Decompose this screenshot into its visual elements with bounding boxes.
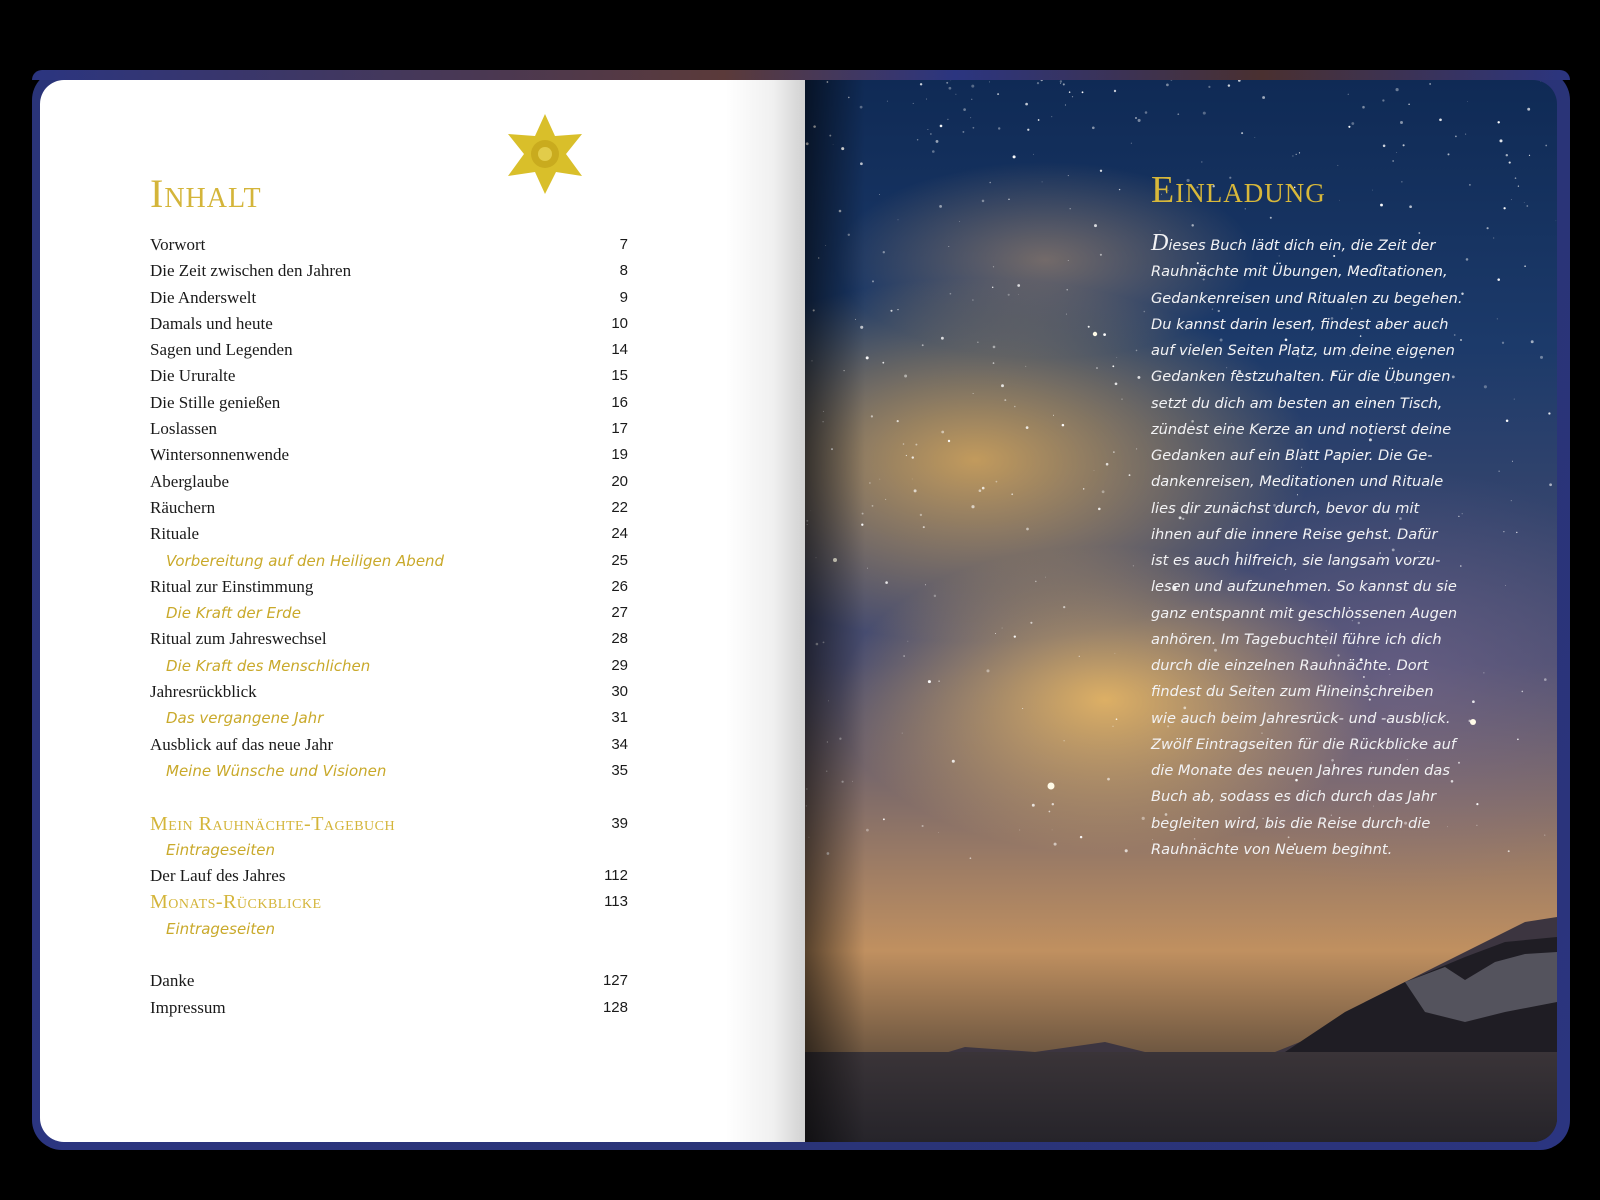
toc-page-number: 127 <box>602 972 628 990</box>
text-line-content: begleiten wird, bis die Reise durch die <box>1151 814 1431 832</box>
toc-title: Inhalt <box>150 171 262 216</box>
toc-entry-label: Damals und heute <box>150 313 273 333</box>
left-page <box>40 80 805 1142</box>
toc-page-number: 29 <box>611 656 628 674</box>
toc-entry <box>150 311 628 337</box>
toc-page-number: 19 <box>611 446 628 464</box>
toc-subentry <box>150 758 628 784</box>
toc-page-number: 26 <box>611 577 628 595</box>
text-line <box>1151 653 1461 679</box>
toc-entry-label: Loslassen <box>150 419 218 439</box>
text-line-content: Gedanken auf ein Blatt Papier. Die Ge- <box>1151 447 1433 464</box>
spine-shadow <box>805 80 865 1142</box>
text-line-content: lesen und aufzunehmen. So kannst du sie <box>1151 578 1457 596</box>
text-line <box>1151 496 1461 522</box>
toc-page-number: 128 <box>602 998 628 1016</box>
text-line-content: anhören. Im Tagebuchteil führe ich dich <box>1151 630 1442 648</box>
text-line <box>1151 627 1461 653</box>
toc-entry <box>150 232 628 258</box>
toc-page-number: 31 <box>611 709 628 727</box>
text-line-content: Gedankenreisen und Ritualen zu begehen. <box>1151 289 1463 307</box>
invitation-title: Einladung <box>1151 169 1326 211</box>
text-line-content: lies dir zunächst durch, bevor du mit <box>1151 499 1420 517</box>
toc-page-number: 34 <box>611 735 628 753</box>
text-line <box>1151 758 1461 784</box>
toc-entry-label: Die Kraft des Menschlichen <box>166 656 371 675</box>
text-line-content: die Monate des neuen Jahres runden das <box>1151 762 1450 779</box>
toc-entry <box>150 285 628 311</box>
toc-entry-label: Danke <box>150 971 195 991</box>
toc-section-heading <box>150 811 628 837</box>
toc-page-number: 10 <box>611 314 628 332</box>
toc-subentry <box>150 916 628 942</box>
toc-entry-label: Jahresrückblick <box>150 682 257 702</box>
invitation-text <box>1151 230 1461 863</box>
text-line-content: Rauhnächte mit Übungen, Meditationen, <box>1151 263 1448 281</box>
toc-entry-label: Die Zeit zwischen den Jahren <box>150 261 352 281</box>
text-line-content: ieses Buch lädt dich ein, die Zeit der <box>1168 237 1436 254</box>
toc-page-number: 39 <box>611 814 628 832</box>
toc-entry-label: Die Anderswelt <box>150 287 257 307</box>
toc-spacer <box>150 942 628 968</box>
toc-entry <box>150 995 628 1021</box>
text-line-content: ihnen auf die innere Reise gehst. Dafür <box>1151 525 1438 543</box>
text-line-content: dankenreisen, Meditationen und Rituale <box>1151 473 1444 491</box>
toc-page-number: 27 <box>611 604 628 622</box>
toc-entry-label: Ausblick auf das neue Jahr <box>150 734 334 754</box>
toc-spacer <box>150 784 628 810</box>
toc-entry <box>150 574 628 600</box>
toc-entry <box>150 968 628 994</box>
toc-entry-label: Ritual zur Einstimmung <box>150 576 314 596</box>
text-line <box>1151 391 1461 417</box>
text-line-content: Gedanken festzuhalten. Für die Übungen <box>1151 368 1451 386</box>
text-line <box>1151 259 1461 285</box>
text-line <box>1151 230 1461 259</box>
toc-page-number: 9 <box>619 288 628 306</box>
toc-subentry <box>150 705 628 731</box>
toc-entry-label: Räuchern <box>150 497 216 517</box>
toc-page-number: 7 <box>619 236 628 253</box>
toc-section-heading <box>150 889 628 915</box>
toc-entry-label: Das vergangene Jahr <box>166 709 324 728</box>
toc-page-number: 30 <box>611 683 628 701</box>
text-line-content: findest du Seiten zum Hineinschreiben <box>1151 683 1434 701</box>
toc-entry <box>150 469 628 495</box>
gold-star-icon <box>500 112 590 196</box>
text-line <box>1151 312 1461 338</box>
text-line <box>1151 522 1461 548</box>
toc-page-number: 25 <box>611 551 628 569</box>
text-line <box>1151 732 1461 758</box>
text-line <box>1151 548 1461 574</box>
text-line <box>1151 679 1461 705</box>
table-of-contents <box>150 232 628 1021</box>
text-line-content: Buch ab, sodass es dich durch das Jahr <box>1151 788 1437 806</box>
toc-entry-label: Aberglaube <box>150 471 229 491</box>
toc-entry-label: Ritual zum Jahreswechsel <box>150 629 327 649</box>
toc-page-number: 112 <box>604 867 628 885</box>
toc-subentry <box>150 600 628 626</box>
text-line-content: zündest eine Kerze an und notierst deine <box>1151 420 1452 438</box>
toc-page-number: 28 <box>611 630 628 648</box>
toc-entry <box>150 337 628 363</box>
toc-page-number: 15 <box>611 367 628 385</box>
toc-entry <box>150 521 628 547</box>
toc-page-number: 14 <box>611 341 628 359</box>
toc-page-number: 24 <box>611 525 628 543</box>
text-line-content: auf vielen Seiten Platz, um deine eigenen <box>1151 342 1455 359</box>
right-page <box>805 80 1557 1142</box>
toc-entry-label: Der Lauf des Jahres <box>150 866 286 886</box>
toc-entry-label: Meine Wünsche und Visionen <box>166 761 387 780</box>
toc-subentry <box>150 548 628 574</box>
text-line <box>1151 601 1461 627</box>
toc-entry <box>150 416 628 442</box>
toc-entry-label: Vorwort <box>150 235 206 254</box>
toc-entry-label: Monats-Rückblicke <box>150 891 322 914</box>
text-line <box>1151 784 1461 810</box>
text-line <box>1151 417 1461 443</box>
toc-entry-label: Vorbereitung auf den Heiligen Abend <box>166 551 445 570</box>
toc-page-number: 17 <box>611 420 628 438</box>
toc-entry-label: Eintrageseiten <box>166 840 275 859</box>
toc-entry-label: Die Ururalte <box>150 366 236 386</box>
toc-page-number: 16 <box>611 393 628 411</box>
text-line <box>1151 811 1461 837</box>
toc-entry-label: Eintrageseiten <box>166 919 275 938</box>
text-line-content: Du kannst darin lesen, findest aber auch <box>1151 315 1449 333</box>
toc-entry <box>150 390 628 416</box>
text-line <box>1151 286 1461 312</box>
text-line-content: wie auch beim Jahresrück- und -ausblick. <box>1151 709 1451 727</box>
text-line <box>1151 443 1461 469</box>
toc-entry-label: Die Stille genießen <box>150 392 281 412</box>
text-line <box>1151 574 1461 600</box>
lake-image <box>805 1052 1557 1142</box>
toc-entry <box>150 679 628 705</box>
text-line-content: ganz entspannt mit geschlossenen Augen <box>1151 604 1458 622</box>
toc-page-number: 35 <box>611 761 628 779</box>
text-line-content: ist es auch hilfreich, sie langsam vorzu- <box>1151 552 1441 569</box>
toc-entry <box>150 442 628 468</box>
toc-entry-label: Sagen und Legenden <box>150 340 293 360</box>
text-line-content: durch die einzelnen Rauhnächte. Dort <box>1151 657 1429 674</box>
toc-entry <box>150 863 628 889</box>
toc-entry-label: Impressum <box>150 997 226 1017</box>
toc-entry <box>150 363 628 389</box>
toc-subentry <box>150 653 628 679</box>
toc-page-number: 113 <box>604 893 628 911</box>
text-line <box>1151 338 1461 364</box>
toc-page-number: 22 <box>611 498 628 516</box>
toc-subentry <box>150 837 628 863</box>
text-line <box>1151 469 1461 495</box>
toc-entry-label: Wintersonnenwende <box>150 445 290 465</box>
text-line-content: setzt du dich am besten an einen Tisch, <box>1151 394 1443 412</box>
text-line <box>1151 364 1461 390</box>
text-line-content: Rauhnächte von Neuem beginnt. <box>1151 840 1393 858</box>
text-line-content: Zwölf Eintragseiten für die Rückblicke auf <box>1151 735 1456 753</box>
toc-entry-label: Die Kraft der Erde <box>166 604 301 623</box>
drop-cap: D <box>1151 230 1169 256</box>
toc-entry <box>150 495 628 521</box>
toc-page-number: 20 <box>611 472 628 490</box>
toc-entry <box>150 732 628 758</box>
toc-entry <box>150 626 628 652</box>
toc-entry <box>150 258 628 284</box>
toc-page-number: 8 <box>619 262 628 280</box>
toc-entry-label: Mein Rauhnächte-Tagebuch <box>150 812 396 835</box>
text-line <box>1151 837 1461 863</box>
toc-entry-label: Rituale <box>150 524 200 544</box>
text-line <box>1151 706 1461 732</box>
